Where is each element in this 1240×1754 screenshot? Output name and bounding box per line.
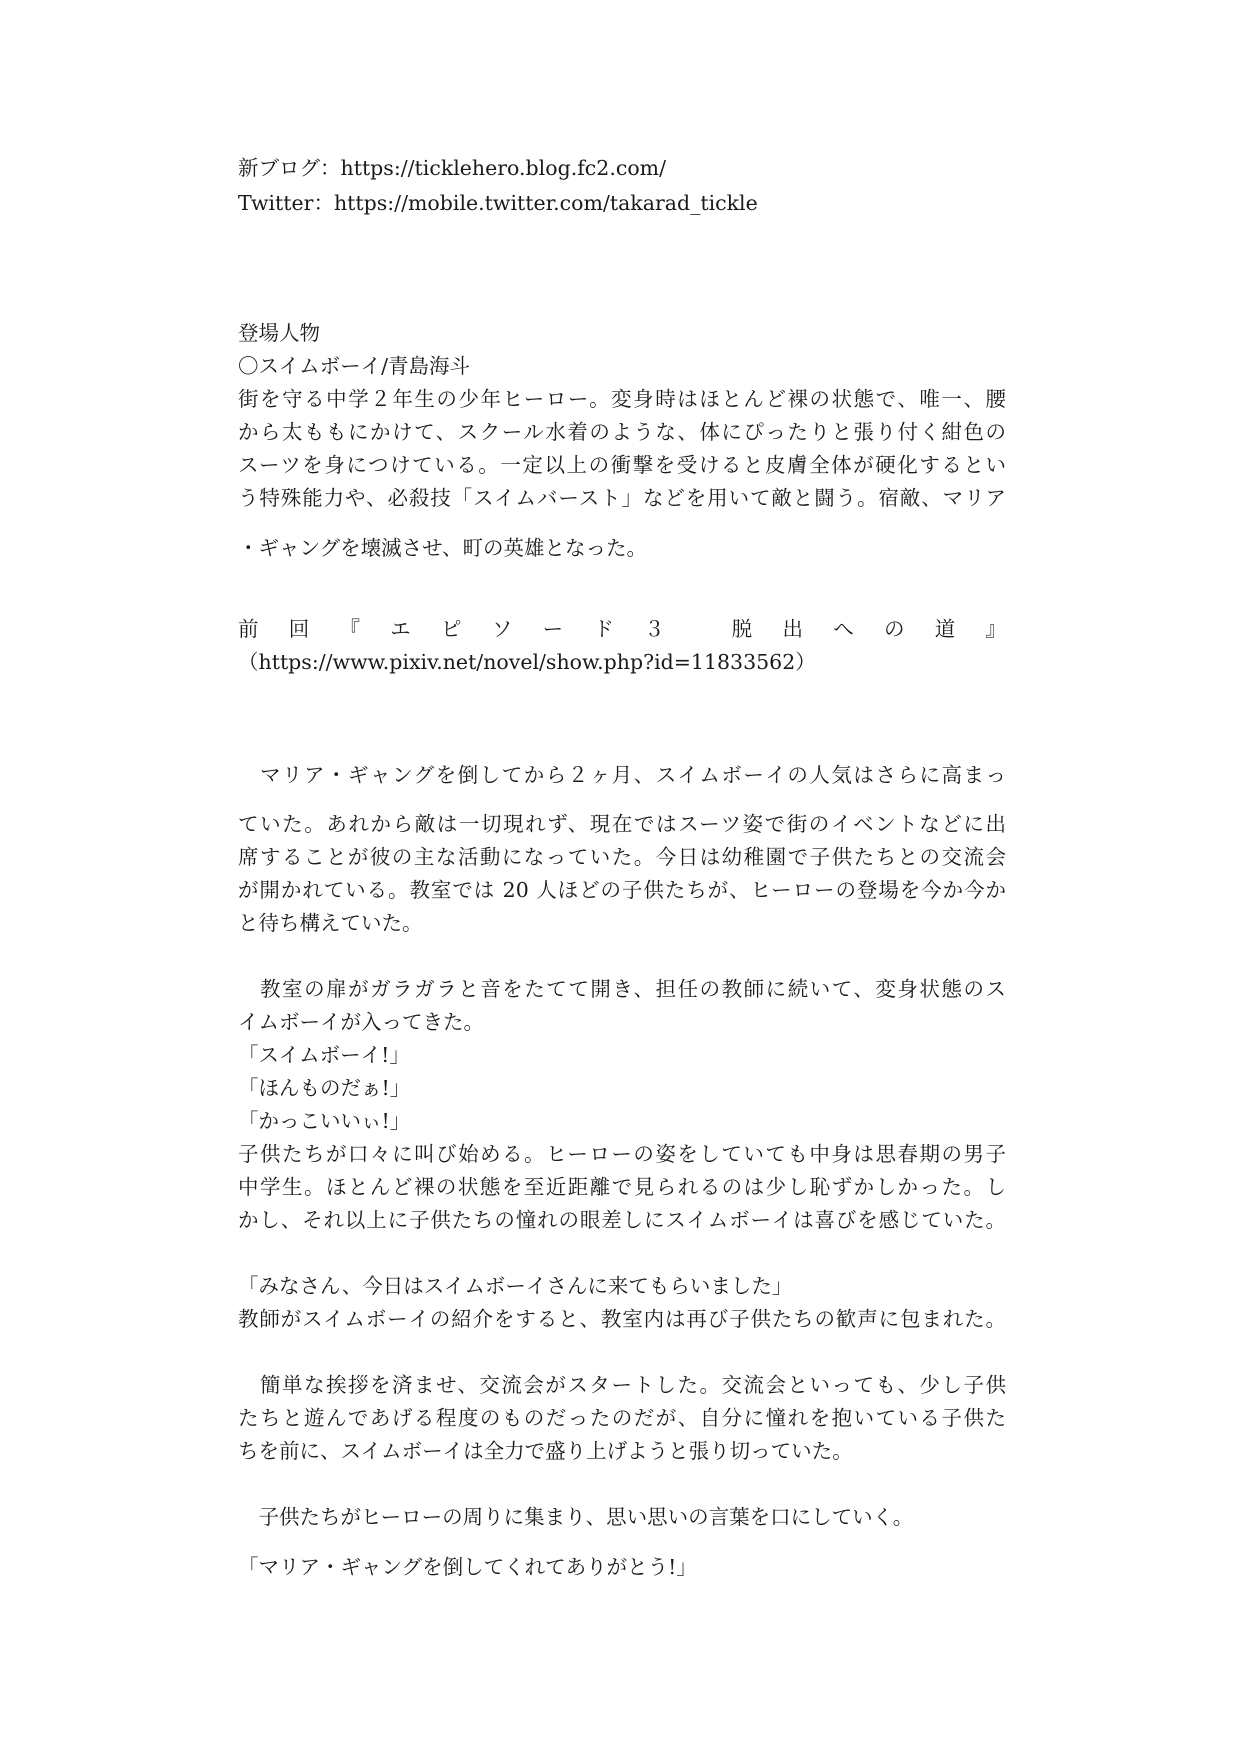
dialogue-line: 「スイムボーイ!」 [238,1043,410,1067]
story-line: 席することが彼の主な活動になっていた。今日は幼稚園で子供たちとの交流会 [238,845,1006,869]
story-line: 教室の扉がガラガラと音をたてて開き、担任の教師に続いて、変身状態のス [238,977,1006,1001]
previous-episode-title: 前回『エピソード３ 脱出への道』 [238,617,1006,641]
dialogue-line: 「ほんものだぁ!」 [238,1076,411,1100]
character-description-line: 街を守る中学２年生の少年ヒーロー。変身時はほとんど裸の状態で、唯一、腰 [238,387,1006,411]
story-line: と待ち構えていた。 [238,911,423,935]
dialogue-line: 「マリア・ギャングを倒してくれてありがとう!」 [238,1555,697,1579]
blog-link-line[interactable]: 新ブログ：https://ticklehero.blog.fc2.com/ [238,156,667,180]
story-line: たちと遊んであげる程度のものだったのだが、自分に憧れを抱いている子供た [238,1406,1006,1430]
story-line: 子供たちが口々に叫び始める。ヒーローの姿をしていても中身は思春期の男子 [238,1142,1006,1166]
character-description-line: スーツを身につけている。一定以上の衝撃を受けると皮膚全体が硬化するとい [238,453,1006,477]
story-line: 簡単な挨拶を済ませ、交流会がスタートした。交流会といっても、少し子供 [238,1373,1006,1397]
character-name: 〇スイムボーイ/青島海斗 [238,354,470,378]
characters-heading: 登場人物 [238,321,320,345]
previous-episode-url[interactable]: （https://www.pixiv.net/novel/show.php?id=11833562） [238,650,816,674]
story-line: 子供たちがヒーローの周りに集まり、思い思いの言葉を口にしていく。 [238,1505,914,1529]
dialogue-line: 「かっこいいぃ!」 [238,1109,411,1133]
story-line: かし、それ以上に子供たちの憧れの眼差しにスイムボーイは喜びを感じていた。 [238,1208,1006,1232]
story-line: イムボーイが入ってきた。 [238,1010,484,1034]
character-description-line: から太ももにかけて、スクール水着のような、体にぴったりと張り付く紺色の [238,420,1006,444]
story-line: ちを前に、スイムボーイは全力で盛り上げようと張り切っていた。 [238,1439,853,1463]
character-description-line: う特殊能力や、必殺技「スイムバースト」などを用いて敵と闘う。宿敵、マリア [238,486,1006,510]
story-line: ていた。あれから敵は一切現れず、現在ではスーツ姿で街のイベントなどに出 [238,812,1006,836]
dialogue-line: 「みなさん、今日はスイムボーイさんに来てもらいました」 [238,1274,793,1298]
story-line: 教師がスイムボーイの紹介をすると、教室内は再び子供たちの歓声に包まれた。 [238,1307,1006,1331]
story-line: 中学生。ほとんど裸の状態を至近距離で見られるのは少し恥ずかしかった。し [238,1175,1006,1199]
character-description-line: ・ギャングを壊滅させ、町の英雄となった。 [238,536,647,560]
twitter-link-line[interactable]: Twitter：https://mobile.twitter.com/takarad_tickle [238,191,758,215]
story-line: が開かれている。教室では 20 人ほどの子供たちが、ヒーローの登場を今か今か [238,878,1006,902]
story-line: マリア・ギャングを倒してから２ヶ月、スイムボーイの人気はさらに高まっ [238,763,1006,787]
